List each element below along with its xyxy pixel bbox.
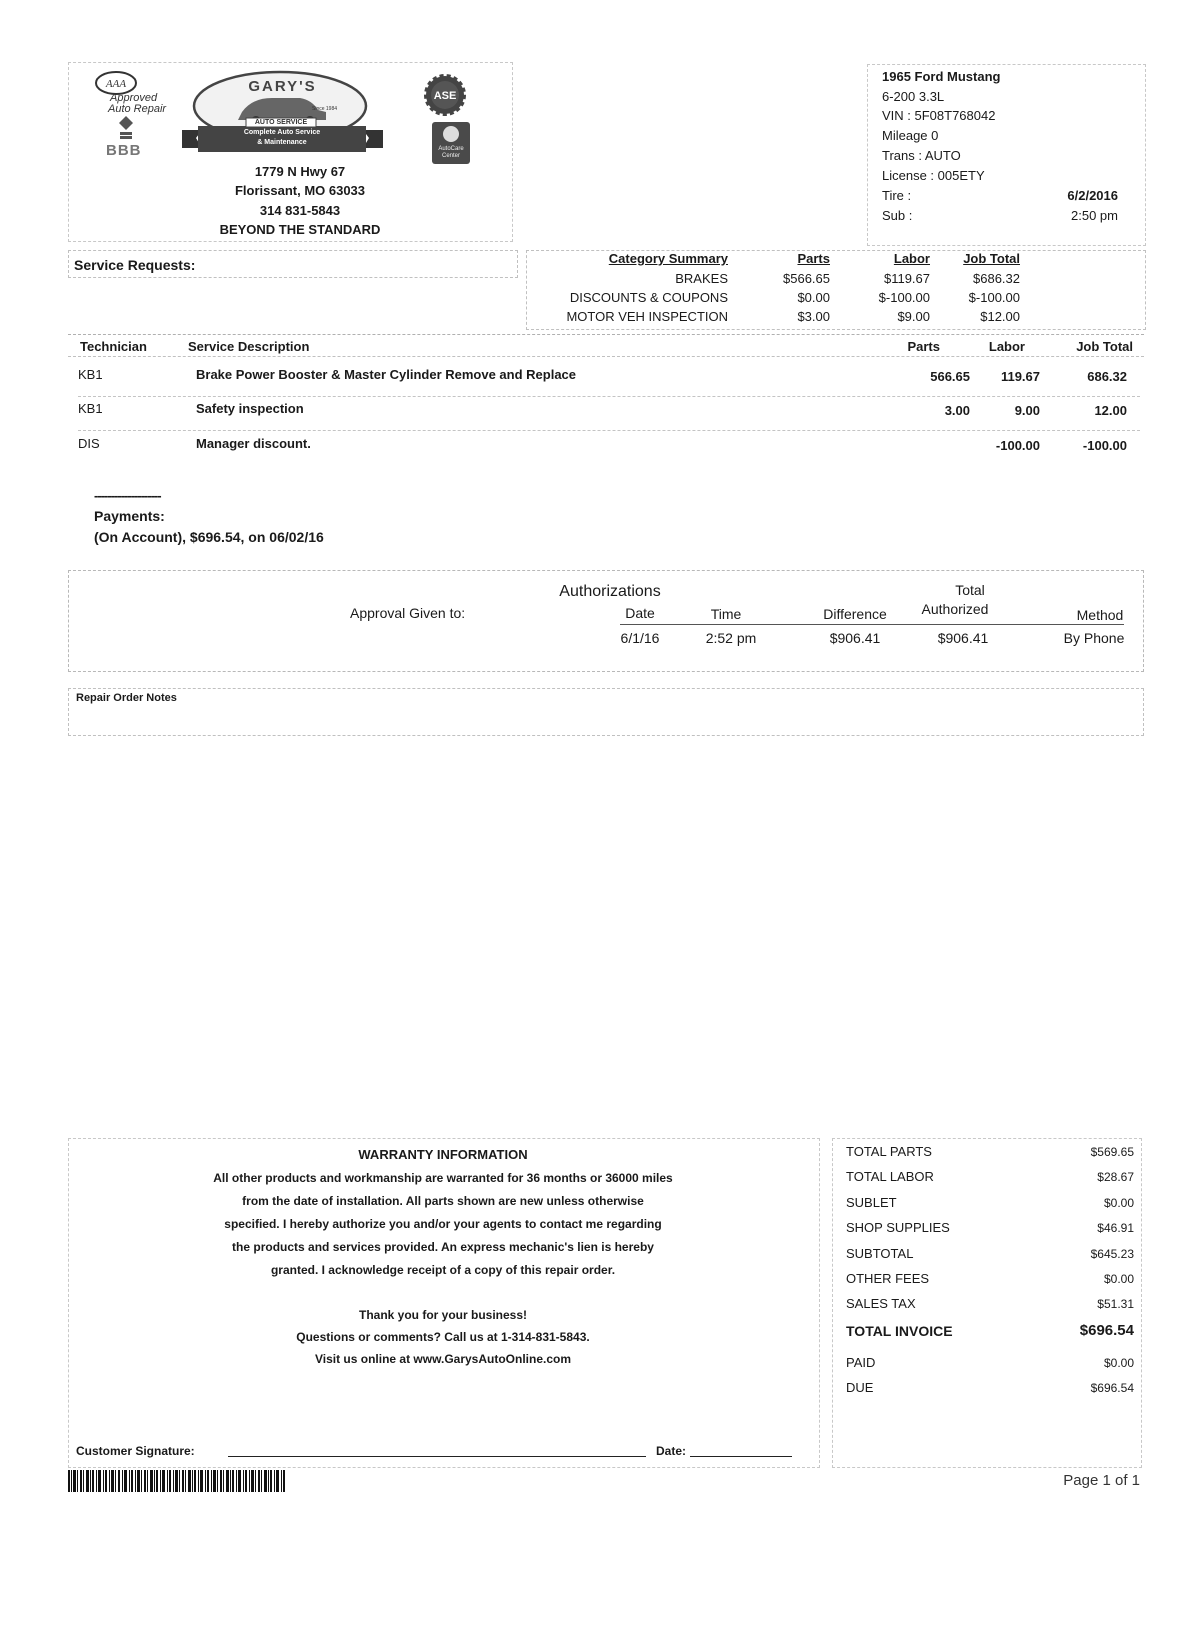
svc-row-2-desc: Safety inspection [196, 401, 304, 416]
total-invoice-label: TOTAL INVOICE [846, 1323, 953, 1339]
svg-text:ASE: ASE [433, 90, 457, 102]
vehicle-license: License : 005ETY [882, 168, 985, 183]
signature-date-line[interactable] [690, 1456, 792, 1457]
svc-row-2-tech: KB1 [78, 401, 103, 416]
sublet-label: SUBLET [846, 1195, 897, 1210]
subtotal-label: SUBTOTAL [846, 1246, 914, 1261]
invoice-time: 2:50 pm [1071, 208, 1118, 223]
warranty-line-4: the products and services provided. An express mechanic's lien is hereby [232, 1240, 654, 1254]
logo-maintenance-text: & Maintenance [257, 139, 307, 146]
napa-label: AutoCare Center [438, 146, 464, 159]
auth-difference: $906.41 [829, 630, 881, 646]
cat-row-brakes-total: $686.32 [973, 271, 1020, 286]
auth-header-total: Total [955, 582, 985, 598]
svc-row-1-tech: KB1 [78, 367, 103, 382]
auth-method: By Phone [1063, 630, 1125, 646]
invoice-date: 6/2/2016 [1067, 188, 1118, 203]
sales-tax-label: SALES TAX [846, 1296, 916, 1311]
subtotal-value: $645.23 [1090, 1247, 1134, 1261]
shop-supplies-value: $46.91 [1097, 1221, 1134, 1235]
svc-header-tech: Technician [80, 339, 147, 354]
svc-row-3-desc: Manager discount. [196, 436, 311, 451]
auth-header-method: Method [1076, 607, 1124, 623]
payments-entry: (On Account), $696.54, on 06/02/16 [94, 529, 324, 545]
total-parts-value: $569.65 [1090, 1145, 1134, 1159]
svc-header-total: Job Total [1076, 339, 1133, 354]
payments-label: Payments: [94, 508, 165, 524]
svc-row-2-labor: 9.00 [1014, 403, 1040, 418]
svc-row-3-labor: -100.00 [995, 438, 1040, 453]
logo-auto-service: AUTO SERVICE [254, 119, 308, 126]
napa-badge [432, 122, 470, 164]
shop-supplies-label: SHOP SUPPLIES [846, 1220, 950, 1235]
total-parts-label: TOTAL PARTS [846, 1144, 932, 1159]
cat-header-parts: Parts [797, 251, 830, 266]
shop-phone: 314 831-5843 [259, 203, 341, 218]
svc-row-2-parts: 3.00 [944, 403, 970, 418]
auth-header-authorized: Authorized [921, 601, 989, 617]
logo-garys-text: GARY'S [248, 78, 317, 95]
auth-header-date: Date [625, 605, 655, 621]
svc-row-1-parts: 566.65 [930, 369, 970, 384]
aaa-badge [92, 70, 172, 120]
cat-row-brakes-parts: $566.65 [783, 271, 830, 286]
svc-header-desc: Service Description [188, 339, 310, 354]
vehicle-vin: VIN : 5F08T768042 [882, 108, 996, 123]
garys-logo [180, 68, 385, 158]
auth-time: 2:52 pm [705, 630, 757, 646]
svc-row-1-desc: Brake Power Booster & Master Cylinder Remove and Replace [196, 367, 577, 382]
vehicle-mileage: Mileage 0 [882, 128, 939, 143]
aaa-auto-repair: Auto Repair [108, 103, 167, 115]
page-number: Page 1 of 1 [1063, 1472, 1140, 1489]
services-header-rule [68, 334, 1144, 335]
vehicle-tire: Tire : [882, 188, 912, 203]
vehicle-engine: 6-200 3.3L [882, 89, 945, 104]
svc-row-3-total: -100.00 [1082, 438, 1127, 453]
warranty-box [68, 1138, 820, 1468]
cat-row-discounts-labor: $-100.00 [878, 290, 930, 305]
services-header-underline [68, 356, 1144, 357]
cat-row-discounts: DISCOUNTS & COUPONS [569, 290, 728, 305]
paid-value: $0.00 [1103, 1356, 1134, 1370]
svc-row-2-total: 12.00 [1094, 403, 1127, 418]
auth-header-time: Time [710, 606, 742, 622]
warranty-thanks: Thank you for your business! [358, 1308, 528, 1322]
due-label: DUE [846, 1380, 874, 1395]
payments-rule: -------------------- [94, 488, 161, 503]
vehicle-sub: Sub : [882, 208, 913, 223]
cat-row-inspection-total: $12.00 [980, 309, 1020, 324]
service-requests-label: Service Requests: [74, 257, 196, 273]
ase-gear-icon [424, 74, 466, 116]
total-invoice-value: $696.54 [1079, 1322, 1134, 1339]
barcode [68, 1470, 288, 1492]
auth-title: Authorizations [559, 583, 661, 600]
repair-notes-box [68, 688, 1144, 736]
warranty-line-1: All other products and workmanship are warranted for 36 months or 36000 miles [213, 1171, 673, 1185]
svc-header-parts: Parts [907, 339, 940, 354]
bbb-torch-icon [116, 114, 136, 140]
paid-label: PAID [846, 1355, 876, 1370]
cat-row-brakes-labor: $119.67 [883, 271, 930, 286]
cat-row-discounts-parts: $0.00 [797, 290, 830, 305]
cat-row-inspection: MOTOR VEH INSPECTION [566, 309, 728, 324]
warranty-website: Visit us online at www.GarysAutoOnline.com [314, 1352, 572, 1366]
warranty-line-3: specified. I hereby authorize you and/or your agents to contact me regarding [224, 1217, 662, 1231]
shop-city: Florissant, MO 63033 [234, 183, 366, 198]
cat-header-total: Job Total [963, 251, 1020, 266]
logo-since-text: Since 1984 [312, 106, 338, 112]
svc-header-labor: Labor [988, 339, 1025, 354]
signature-line[interactable] [228, 1456, 646, 1457]
signature-date-label: Date: [656, 1444, 687, 1458]
vehicle-title: 1965 Ford Mustang [882, 69, 1001, 84]
auth-date: 6/1/16 [620, 630, 660, 646]
sublet-value: $0.00 [1103, 1196, 1134, 1210]
shop-address: 1779 N Hwy 67 [254, 164, 346, 179]
auth-total: $906.41 [937, 630, 989, 646]
repair-notes-label: Repair Order Notes [76, 692, 177, 704]
other-fees-label: OTHER FEES [846, 1271, 930, 1286]
vehicle-trans: Trans : AUTO [882, 148, 961, 163]
svc-row-2-rule [78, 430, 1140, 431]
warranty-line-5: granted. I acknowledge receipt of a copy of this repair order. [270, 1263, 616, 1277]
cat-row-discounts-total: $-100.00 [968, 290, 1020, 305]
barcode-icon [68, 1470, 288, 1492]
bbb-badge [104, 114, 148, 162]
sales-tax-value: $51.31 [1097, 1297, 1134, 1311]
warranty-questions: Questions or comments? Call us at 1-314-831-5843. [296, 1330, 590, 1344]
aaa-approved: Approved [110, 92, 158, 104]
svc-row-1-labor: 119.67 [1000, 369, 1040, 384]
bbb-label: BBB [106, 142, 142, 159]
logo-complete-text: Complete Auto Service [243, 129, 321, 136]
warranty-title: WARRANTY INFORMATION [358, 1147, 528, 1162]
napa-circle-icon [432, 124, 470, 144]
auth-header-difference: Difference [823, 606, 887, 622]
auth-approval-label: Approval Given to: [350, 605, 466, 621]
cat-header-labor: Labor [893, 251, 930, 266]
cat-header-category: Category Summary [608, 251, 728, 266]
auth-header-rule [620, 624, 1124, 625]
svg-text:AAA: AAA [105, 78, 127, 90]
due-value: $696.54 [1090, 1381, 1134, 1395]
cat-row-brakes: BRAKES [675, 271, 728, 286]
svc-row-1-total: 686.32 [1087, 369, 1127, 384]
cat-row-inspection-parts: $3.00 [797, 309, 830, 324]
total-labor-label: TOTAL LABOR [846, 1169, 934, 1184]
total-labor-value: $28.67 [1097, 1170, 1134, 1184]
cat-row-inspection-labor: $9.00 [897, 309, 930, 324]
signature-label: Customer Signature: [76, 1444, 195, 1458]
other-fees-value: $0.00 [1103, 1272, 1134, 1286]
warranty-line-2: from the date of installation. All parts shown are new unless otherwise [242, 1194, 644, 1208]
ase-badge [424, 74, 466, 116]
shop-slogan: BEYOND THE STANDARD [219, 222, 381, 237]
svc-row-3-tech: DIS [78, 436, 100, 451]
svc-row-1-rule [78, 396, 1140, 397]
